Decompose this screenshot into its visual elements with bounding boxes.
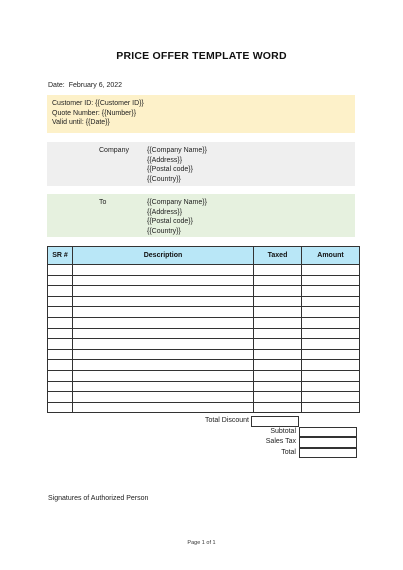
- header-amount: Amount: [302, 247, 360, 265]
- table-row: [48, 296, 360, 307]
- description-cell[interactable]: [73, 265, 254, 276]
- header-sr: SR #: [48, 247, 73, 265]
- description-cell[interactable]: [73, 370, 254, 381]
- description-cell[interactable]: [73, 402, 254, 413]
- company-block: [47, 142, 355, 186]
- items-table: [47, 246, 360, 413]
- amount-cell[interactable]: [302, 381, 360, 392]
- amount-cell[interactable]: [302, 307, 360, 318]
- signature-line: Signatures of Authorized Person: [48, 495, 149, 502]
- items-body: [48, 265, 360, 413]
- sr-cell[interactable]: [48, 307, 73, 318]
- table-header-row: [48, 247, 360, 265]
- description-cell[interactable]: [73, 286, 254, 297]
- taxed-cell[interactable]: [254, 328, 302, 339]
- subtotal-label: Subtotal: [270, 427, 296, 435]
- date-label: Date:: [48, 82, 65, 89]
- taxed-cell[interactable]: [254, 286, 302, 297]
- date-value: February 6, 2022: [68, 82, 123, 89]
- table-row: [48, 402, 360, 413]
- sr-cell[interactable]: [48, 360, 73, 371]
- date-line: [48, 82, 126, 89]
- to-label: To: [99, 199, 107, 206]
- description-cell[interactable]: [73, 360, 254, 371]
- taxed-cell[interactable]: [254, 275, 302, 286]
- amount-cell[interactable]: [302, 275, 360, 286]
- description-cell[interactable]: [73, 349, 254, 360]
- quote-number-line: Quote Number: {{Number}}: [52, 109, 137, 117]
- amount-cell[interactable]: [302, 370, 360, 381]
- total-label: Total: [281, 448, 296, 456]
- total-discount-row: [47, 416, 357, 427]
- description-cell[interactable]: [73, 307, 254, 318]
- taxed-cell[interactable]: [254, 392, 302, 403]
- sr-cell[interactable]: [48, 286, 73, 297]
- table-row: [48, 307, 360, 318]
- taxed-cell[interactable]: [254, 370, 302, 381]
- total-discount-cell[interactable]: [251, 416, 299, 427]
- company-postal-line: {{Postal code}}: [147, 166, 193, 173]
- amount-cell[interactable]: [302, 265, 360, 276]
- sales-tax-row: [47, 437, 357, 448]
- quote-info-block: [47, 95, 355, 133]
- taxed-cell[interactable]: [254, 360, 302, 371]
- header-description: Description: [73, 247, 254, 265]
- sr-cell[interactable]: [48, 328, 73, 339]
- amount-cell[interactable]: [302, 402, 360, 413]
- page-title: PRICE OFFER TEMPLATE WORD: [116, 50, 287, 62]
- sales-tax-cell[interactable]: [299, 437, 357, 448]
- table-row: [48, 381, 360, 392]
- table-row: [48, 339, 360, 350]
- table-row: [48, 349, 360, 360]
- taxed-cell[interactable]: [254, 349, 302, 360]
- company-label: Company: [99, 147, 129, 154]
- table-row: [48, 370, 360, 381]
- header-taxed: Taxed: [254, 247, 302, 265]
- sr-cell[interactable]: [48, 296, 73, 307]
- taxed-cell[interactable]: [254, 296, 302, 307]
- taxed-cell[interactable]: [254, 339, 302, 350]
- amount-cell[interactable]: [302, 349, 360, 360]
- taxed-cell[interactable]: [254, 307, 302, 318]
- table-row: [48, 317, 360, 328]
- valid-until-line: Valid until: {{Date}}: [52, 119, 110, 126]
- table-row: [48, 360, 360, 371]
- to-block: [47, 194, 355, 237]
- amount-cell[interactable]: [302, 286, 360, 297]
- amount-cell[interactable]: [302, 392, 360, 403]
- amount-cell[interactable]: [302, 317, 360, 328]
- sr-cell[interactable]: [48, 339, 73, 350]
- description-cell[interactable]: [73, 339, 254, 350]
- to-postal-line: {{Postal code}}: [147, 218, 193, 225]
- sr-cell[interactable]: [48, 265, 73, 276]
- to-address-line: {{Address}}: [147, 208, 183, 216]
- sr-cell[interactable]: [48, 381, 73, 392]
- taxed-cell[interactable]: [254, 381, 302, 392]
- taxed-cell[interactable]: [254, 317, 302, 328]
- page-footer: Page 1 of 1: [187, 540, 216, 546]
- description-cell[interactable]: [73, 275, 254, 286]
- description-cell[interactable]: [73, 328, 254, 339]
- customer-id-line: Customer ID: {{Customer ID}}: [52, 100, 144, 107]
- to-country-line: {{Country}}: [147, 227, 181, 235]
- sr-cell[interactable]: [48, 402, 73, 413]
- subtotal-row: [47, 427, 357, 438]
- description-cell[interactable]: [73, 381, 254, 392]
- taxed-cell[interactable]: [254, 402, 302, 413]
- sr-cell[interactable]: [48, 370, 73, 381]
- table-row: [48, 275, 360, 286]
- description-cell[interactable]: [73, 317, 254, 328]
- amount-cell[interactable]: [302, 360, 360, 371]
- subtotal-cell[interactable]: [299, 427, 357, 438]
- sr-cell[interactable]: [48, 275, 73, 286]
- sr-cell[interactable]: [48, 317, 73, 328]
- table-row: [48, 392, 360, 403]
- sr-cell[interactable]: [48, 349, 73, 360]
- taxed-cell[interactable]: [254, 265, 302, 276]
- company-country-line: {{Country}}: [147, 175, 181, 183]
- to-company-name-line: {{Company Name}}: [147, 199, 207, 206]
- company-name-line: {{Company Name}}: [147, 147, 207, 154]
- amount-cell[interactable]: [302, 328, 360, 339]
- table-row: [48, 328, 360, 339]
- total-cell[interactable]: [299, 448, 357, 459]
- total-row: [47, 448, 357, 459]
- amount-cell[interactable]: [302, 339, 360, 350]
- amount-cell[interactable]: [302, 296, 360, 307]
- company-address-line: {{Address}}: [147, 156, 183, 164]
- totals-section: [47, 416, 357, 458]
- description-cell[interactable]: [73, 296, 254, 307]
- sales-tax-label: Sales Tax: [265, 438, 296, 445]
- description-cell[interactable]: [73, 392, 254, 403]
- table-row: [48, 265, 360, 276]
- total-discount-label: Total Discount: [205, 417, 249, 424]
- table-row: [48, 286, 360, 297]
- sr-cell[interactable]: [48, 392, 73, 403]
